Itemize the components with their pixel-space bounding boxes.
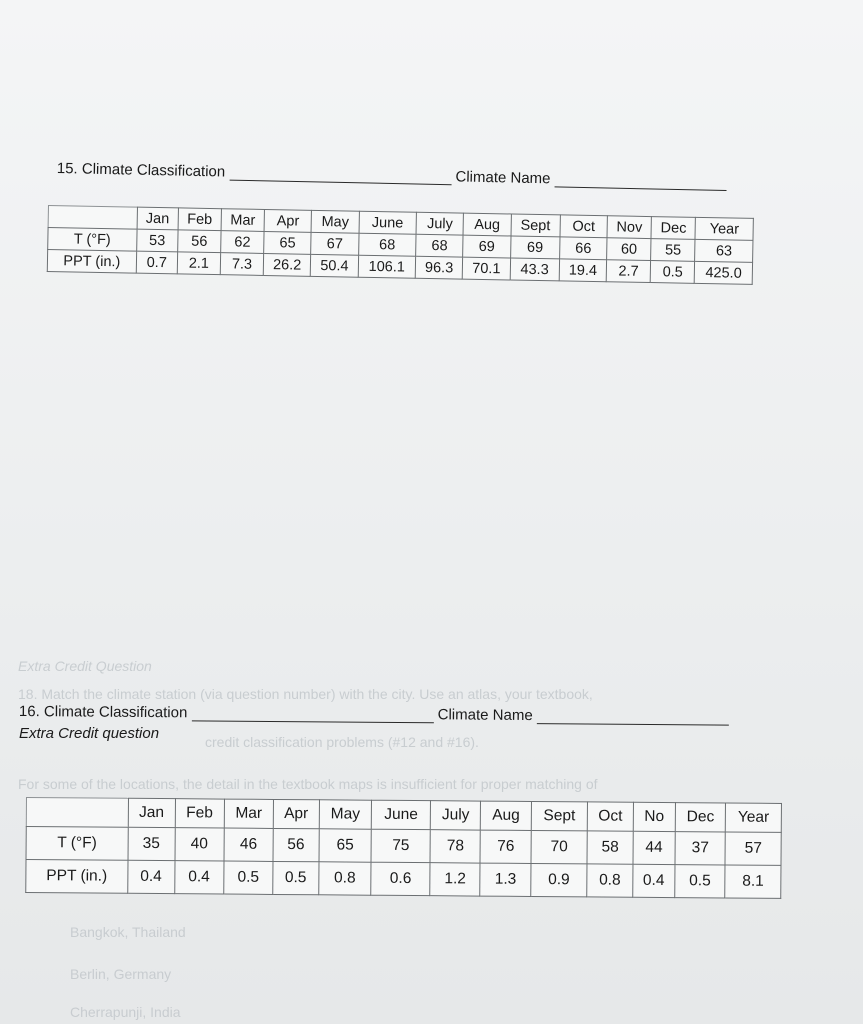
table-cell: 7.3: [220, 253, 264, 276]
month-header: Jan: [128, 798, 175, 827]
month-header: June: [359, 211, 417, 234]
table-cell: 65: [264, 231, 312, 254]
month-header: Dec: [675, 803, 726, 832]
q16-heading-line: [19, 703, 729, 726]
table-cell: 0.5: [675, 865, 726, 898]
table-cell: 68: [416, 234, 464, 257]
q16-subtitle: Extra Credit question: [19, 725, 160, 742]
table-cell: 0.4: [128, 860, 175, 893]
month-header: Mar: [224, 799, 273, 828]
q15-climate-name-blank[interactable]: [554, 172, 726, 191]
month-header: Apr: [264, 209, 312, 232]
table-cell: 50.4: [311, 254, 359, 277]
table-cell: 46: [224, 828, 273, 861]
table-cell: 75: [371, 829, 430, 862]
q15-classification-blank[interactable]: [229, 166, 451, 186]
table-cell: 53: [136, 229, 177, 252]
table-cell: 69: [463, 235, 511, 258]
bleed-through-city: Cherrapunji, India: [70, 1004, 181, 1020]
table-cell: 62: [221, 231, 265, 254]
table-cell: 96.3: [415, 256, 463, 279]
table-cell: 0.6: [371, 862, 430, 895]
month-header: No: [633, 802, 675, 831]
table-cell: 425.0: [695, 261, 753, 284]
table-cell: 8.1: [725, 865, 781, 898]
table-cell: 0.4: [174, 861, 223, 894]
q15-heading: 15. Climate Classification: [56, 160, 226, 181]
table-cell: 63: [695, 239, 753, 262]
bleed-through-text: For some of the locations, the detail in the textbook maps is insufficient for proper matching of: [18, 776, 598, 792]
table-cell: 56: [273, 828, 319, 861]
table-cell: 43.3: [510, 258, 560, 281]
table-corner-cell: [48, 206, 137, 230]
q16-climate-table: [25, 797, 782, 899]
table-cell: 70: [531, 830, 588, 863]
bleed-through-text: 18. Match the climate station (via question number) with the city. Use an atlas, your textbook,: [18, 686, 593, 702]
month-header: Sept: [511, 214, 561, 237]
row-label: T (°F): [48, 228, 137, 252]
table-cell: 40: [175, 828, 224, 861]
table-cell: 2.7: [606, 260, 651, 283]
month-header: Year: [726, 803, 782, 832]
table-cell: 0.4: [633, 864, 675, 897]
table-cell: 35: [128, 827, 175, 860]
table-cell: 76: [480, 830, 531, 863]
table-cell: 26.2: [263, 253, 311, 276]
table-cell: 0.8: [318, 862, 371, 895]
table-cell: 0.9: [531, 863, 588, 896]
table-cell: 78: [430, 830, 481, 863]
bleed-through-heading: Extra Credit Question: [18, 658, 152, 674]
table-cell: 1.3: [480, 863, 531, 896]
table-cell: 56: [178, 230, 222, 253]
table-cell: 0.5: [650, 261, 695, 284]
table-cell: 65: [319, 829, 372, 862]
bleed-through-city: Berlin, Germany: [70, 966, 172, 982]
month-header: May: [319, 800, 372, 829]
table-corner-cell: [26, 798, 128, 828]
month-header: May: [311, 210, 359, 233]
q16-heading: 16. Climate Classification: [18, 703, 188, 722]
table-cell: 2.1: [177, 252, 221, 275]
month-header: July: [430, 801, 481, 830]
q16-classification-blank[interactable]: [191, 706, 433, 723]
table-cell: 55: [651, 239, 696, 262]
bleed-through-city: Bangkok, Thailand: [70, 924, 186, 940]
month-header: June: [372, 800, 431, 829]
month-header: Dec: [651, 217, 696, 240]
table-cell: 67: [311, 232, 359, 255]
table-cell: 0.5: [224, 861, 273, 894]
month-header: Sept: [531, 801, 588, 830]
q15-climate-name-label: Climate Name: [455, 168, 551, 188]
table-cell: 68: [358, 233, 416, 256]
q16-climate-name-label: Climate Name: [437, 706, 533, 725]
table-cell: 106.1: [358, 255, 416, 278]
month-header: Feb: [178, 208, 222, 231]
table-cell: 66: [559, 237, 607, 260]
table-cell: 57: [725, 832, 781, 865]
q16-climate-name-blank[interactable]: [537, 709, 729, 726]
month-header: Oct: [587, 802, 633, 831]
table-cell: 0.8: [587, 864, 633, 897]
table-row-precipitation: [26, 860, 781, 899]
table-cell: 0.5: [273, 861, 319, 894]
month-header: Year: [695, 217, 753, 240]
month-header: July: [416, 212, 464, 235]
row-label: PPT (in.): [26, 860, 128, 894]
month-header: Aug: [463, 213, 511, 236]
month-header: Oct: [560, 215, 608, 238]
q15-heading-line: [57, 160, 727, 191]
month-header: Mar: [221, 209, 265, 232]
table-cell: 60: [607, 238, 652, 261]
month-header: Feb: [175, 799, 224, 828]
table-cell: 37: [675, 832, 726, 865]
row-label: T (°F): [26, 827, 128, 861]
month-header: Nov: [607, 216, 652, 239]
table-cell: 1.2: [430, 863, 481, 896]
month-header: Aug: [481, 801, 532, 830]
row-label: PPT (in.): [47, 250, 136, 274]
month-header: Apr: [273, 799, 319, 828]
table-cell: 0.7: [136, 251, 177, 274]
month-header: Jan: [137, 207, 178, 230]
q15-climate-table: [47, 205, 754, 285]
table-cell: 44: [633, 831, 675, 864]
bleed-through-text: credit classification problems (#12 and #16).: [205, 734, 479, 750]
table-cell: 70.1: [463, 257, 511, 280]
table-cell: 69: [510, 236, 560, 259]
table-cell: 19.4: [559, 259, 607, 282]
table-cell: 58: [587, 831, 633, 864]
